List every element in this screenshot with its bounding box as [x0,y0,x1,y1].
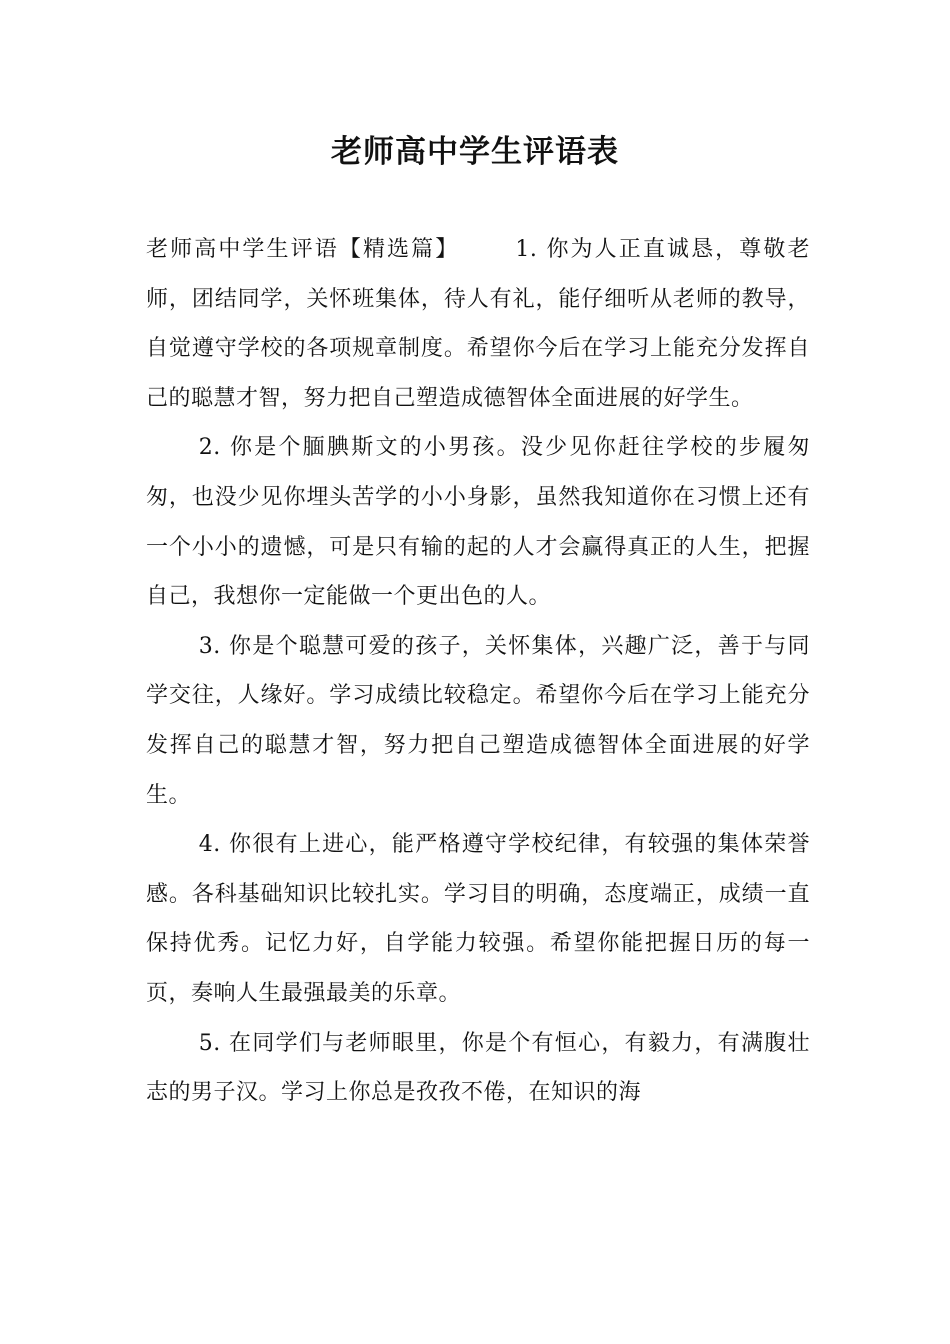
paragraph-1-text: 1. 你为人正直诚恳，尊敬老师，团结同学，关怀班集体，待人有礼，能仔细听从老师的教导，自觉遵守学校的各项规章制度。希望你今后在学习上能充分发挥自己的聪慧才智，努力把自己塑造成德智体全面进展的好学生。 [146,237,810,411]
paragraph-1 [146,225,810,423]
paragraph-4: 4. 你很有上进心，能严格遵守学校纪律，有较强的集体荣誉感。各科基础知识比较扎实。学习目的明确，态度端正，成绩一直保持优秀。记忆力好，自学能力较强。希望你能把握日历的每一页，奏响人生最强最美的乐章。 [146,832,810,1006]
page-title: 老师高中学生评语表 [331,134,619,170]
paragraph-3: 3. 你是个聪慧可爱的孩子，关怀集体，兴趣广泛，善于与同学交往，人缘好。学习成绩比较稳定。希望你今后在学习上能充分发挥自己的聪慧才智，努力把自己塑造成德智体全面进展的好学生。 [146,633,810,808]
document-body [146,225,810,1118]
paragraph-2: 2. 你是个腼腆斯文的小男孩。没少见你赶往学校的步履匆匆，也没少见你埋头苦学的小小身影，虽然我知道你在习惯上还有一个小小的遗憾，可是只有输的起的人才会赢得真正的人生，把握自己，我想你一定能做一个更出色的人。 [146,435,810,610]
paragraph-5: 5. 在同学们与老师眼里，你是个有恒心，有毅力，有满腹壮志的男子汉。学习上你总是孜孜不倦，在知识的海 [146,1030,810,1106]
intro-label: 老师高中学生评语【精选篇】 [146,237,460,262]
